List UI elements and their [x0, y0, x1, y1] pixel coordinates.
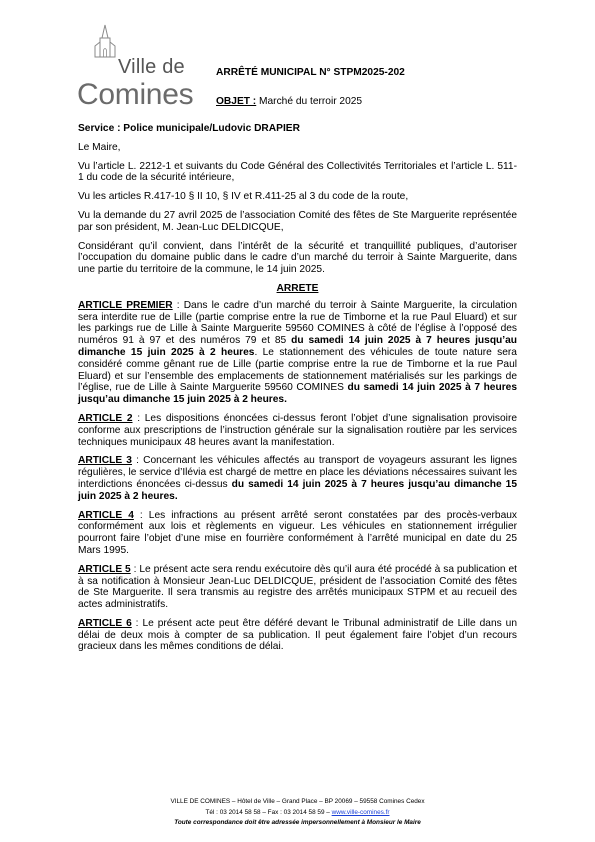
service-line: Service : Police municipale/Ludovic DRAPIER [78, 123, 300, 134]
article-label: ARTICLE 5 [78, 563, 131, 575]
article-3 [78, 455, 517, 502]
article-label: ARTICLE 2 [78, 412, 133, 424]
article-text: : Le présent acte sera rendu exécutoire dès qu’il aura été procédé à sa publication et à sa notification à Monsieur Jean-Luc DELDICQUE, président de l’association Comité des fêtes de Ste Marguerite. Il sera transmis au registre des arrêtés municipaux STPM et au recueil des actes administratifs. [78, 563, 518, 611]
article-6 [78, 618, 517, 653]
objet-line [216, 96, 362, 107]
objet-text: Marché du terroir 2025 [256, 96, 363, 107]
arrete-heading: ARRETE [276, 282, 319, 294]
city-logo [76, 24, 196, 114]
objet-label: OBJET : [216, 96, 257, 107]
article-text: : Les dispositions énoncées ci-dessus feront l’objet d’une signalisation provisoire conforme aux prescriptions de l’instruction générale sur la signalisation routière par les services techniques municipaux 48 heures avant la manifestation. [78, 412, 518, 448]
article-bold-text: du samedi 14 juin 2025 à 7 heures jusqu’au dimanche 15 juin 2025 à 2 heures [78, 335, 517, 358]
page-footer [60, 797, 535, 829]
article-bold-text: du samedi 14 juin 2025 à 7 heures jusqu’au dimanche 15 juin 2025 à 2 heures. [78, 478, 517, 502]
article-label: ARTICLE 3 [78, 455, 132, 467]
article-text: : Dans le cadre d’un marché du terroir à Sainte Marguerite, la circulation sera interdite rue de Lille (partie comprise entre la rue de Timborne et la rue Paul Eluard) et sur les parkings rue de Lille à Sainte Marguerite 59560 COMINES à côté de l’église à l’opposé des numéros 91 à 97 et des numéros 79 et 85 [78, 299, 518, 347]
footer-phone-fax: Tél : 03 2014 58 58 – Fax : 03 2014 58 59 – [205, 808, 332, 816]
article-label: ARTICLE 4 [78, 509, 134, 521]
logo-ville-de: Ville de [118, 56, 185, 78]
article-2 [78, 413, 517, 448]
article-text: : Concernant les véhicules affectés au transport de voyageurs assurant les lignes régulières, le service d’Ilévia est chargé de mettre en place les déviations nécessaires suivant les interdictions énoncées ci-dessus [78, 455, 517, 490]
document-body [78, 123, 517, 660]
article-text: . Le stationnement des véhicules de toute nature sera considéré comme gênant rue de Lille (partie comprise entre la rue de Timborne et la rue Paul Eluard) et sur l’ensemble des emplacements de stationnement matérialisés sur les parkings de l’église, rue de Lille à Sainte Marguerite 59560 COMINES [78, 346, 517, 394]
greeting: Le Maire, [78, 141, 121, 153]
church-steeple-icon [94, 24, 116, 58]
vu-paragraph-1: Vu l’article L. 2212-1 et suivants du Code Général des Collectivités Territoriales et l’article L. 511-1 du code de la sécurité intérieure, [78, 160, 517, 184]
logo-comines: Comines [77, 78, 194, 111]
article-label: ARTICLE 6 [78, 617, 132, 629]
vu-paragraph-2: Vu les articles R.417-10 § II 10, § IV et R.411-25 al 3 du code de la route, [78, 191, 409, 203]
article-4 [78, 510, 517, 557]
article-5 [78, 564, 517, 611]
article-premier [78, 300, 517, 406]
vu-paragraph-3: Vu la demande du 27 avril 2025 de l’association Comité des fêtes de Ste Marguerite représentée par son président, M. Jean-Luc DELDICQUE, [78, 209, 517, 233]
article-bold-text: du samedi 14 juin 2025 à 7 heures jusqu’au dimanche 15 juin 2025 à 2 heures. [78, 382, 517, 406]
article-text: : Le présent acte peut être déféré devant le Tribunal administratif de Lille dans un délai de deux mois à compter de sa publication. Il peut également faire l’objet d’un recours gracieux dans les mêmes conditions de délai. [78, 617, 517, 653]
article-label: ARTICLE PREMIER [78, 299, 173, 311]
arrete-title: ARRÊTÉ MUNICIPAL N° STPM2025-202 [216, 67, 405, 78]
website-link[interactable]: www.ville-comines.fr [331, 808, 390, 816]
footer-contact [60, 808, 535, 819]
footer-correspondence-note: Toute correspondance doit être adressée impersonnellement à Monsieur le Maire [174, 819, 421, 826]
article-text: : Les infractions au présent arrêté seront constatées par des procès-verbaux conformément aux lois et règlements en vigueur. Les véhicules en stationnement irrégulier pourront faire l’objet d’une mise en fourrière conformément à l’arrêté municipal en date du 25 Mars 1995. [78, 509, 518, 556]
considerant-paragraph: Considérant qu’il convient, dans l’intérêt de la sécurité et tranquillité publiques, d’autoriser l’occupation du domaine public dans le cadre d’un marché du terroir à Sainte Marguerite, dans une partie du territoire de la commune, le 14 juin 2025. [78, 240, 517, 276]
footer-address: VILLE DE COMINES – Hôtel de Ville – Grand Place – BP 20069 – 59558 Comines Cedex [170, 798, 425, 805]
